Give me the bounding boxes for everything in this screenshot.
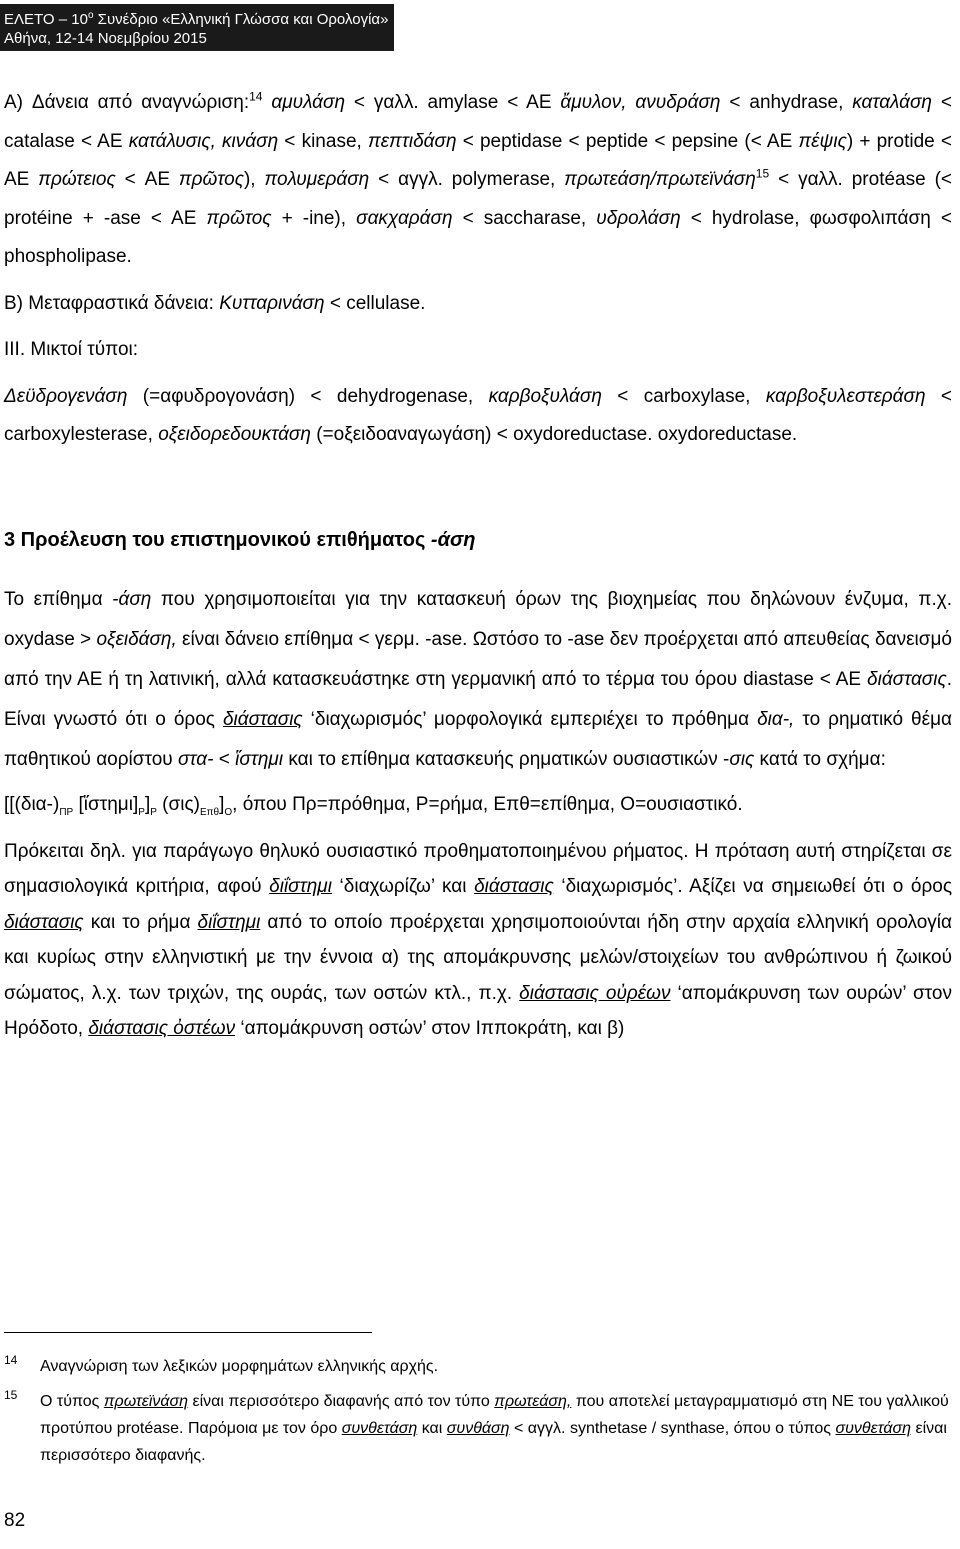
section-mixed-types: III. Μικτοί τύποι: <box>4 339 139 360</box>
main-text <box>4 84 952 1047</box>
paragraph-suffix-origin: Το επίθημα -άση που χρησιμοποιείται για την κατασκευή όρων της βιοχημείας που δηλώνουν ένζυμα, π.χ. oxydase > οξειδάση, είναι δάνειο επίθημα < γερμ. -ase. Ωστόσο το -ase δεν προέρχεται από απευθείας δανεισμό από την ΑΕ ή τη λατινική, αλλά κατασκευάστηκε στη γερμανική από το τέρμα του όρου diastase < AE διάστασις. Είναι γνωστό ότι ο όρος διάστασις ‘διαχωρισμός’ μορφολογικά εμπεριέχει το πρόθημα δια-, το ρηματικό θέμα παθητικού αορίστου στα- < ἵστημι και το επίθημα κατασκευής ρηματικών ουσιαστικών -σις κατά το σχήμα: <box>4 588 953 770</box>
page-number: 82 <box>4 1510 26 1531</box>
paragraph-derivation: Πρόκειται δηλ. για παράγωγο θηλυκό ουσιαστικό προθηματοποιημένου ρήματος. Η πρόταση αυτή στηρίζεται σε σημασιολογικά κριτήρια, αφού διΐστημι ‘διαχωρίζω’ και διάστασις ‘διαχωρισμός’. Αξίζει να σημειωθεί ότι ο όρος διάστασις και το ρήμα διΐστημι από το οποίο προέρχεται χρησιμοποιούνται ήδη στην αρχαία ελληνική ορολογία και κυρίως στην ελληνιστική με την έννοια α) της απομάκρυνσης μελών/στοιχείων του ανθρώπινου ή ζωικού σώματος, λ.χ. των τριχών, της ουράς, των οστών κτλ., π.χ. διάστασις οὐρέων ‘απομάκρυνση των ουρών’ στον Ηρόδοτο, διάστασις ὀστέων ‘απομάκρυνση οστών’ στον Ιπποκράτη, και β) <box>4 840 953 1039</box>
footnote-separator <box>4 1332 372 1333</box>
page-header <box>0 4 394 51</box>
footnote-number-14: 14 <box>4 1353 18 1367</box>
footnote-15 <box>4 1388 952 1469</box>
header-date: Αθήνα, 12-14 Νοεμβρίου 2015 <box>4 30 207 47</box>
header-conference: ΕΛΕΤΟ – $10^o$ Συνέδριο «Ελληνική Γλώσσα και Ορολογία» <box>4 10 389 28</box>
footnote-ref-15[interactable]: 15 <box>755 166 770 181</box>
paragraph-loan-translations: B) Μεταφραστικά δάνεια: Κυτταρινάση < cellulase. <box>4 292 426 314</box>
paragraph-loans-recognition: A) Δάνεια από αναγνώριση:$^{14}$ αμυλάση < γαλλ. amylase < AE ἄμυλον, ανυδράση < anhydrase, καταλάση < catalase < AE κατάλυσις, κινάση < kinase, πεπτιδάση < peptidase < peptide < pepsine (< AE πέψις) + protide < AE πρώτειος < AE πρῶτος), πολυμεράση < αγγλ. polymerase, πρωτεάση/πρωτεϊνάση$^{15}$ < γαλλ. protéase (< protéine + -ase < AE πρῶτος + -ine), σακχαράση < saccharase, υδρολάση < hydrolase, φωσφολιπάση < phospholipase. <box>4 89 953 267</box>
footnote-text-15: Ο τύπος πρωτεϊνάση είναι περισσότερο διαφανής από τον τύπο πρωτεάση, που αποτελεί μεταγραμματισμό στη ΝΕ του γαλλικού προτύπου protéase. Παρόμοια με τον όρο συνθετάση και συνθάση < αγγλ. synthetase / synthase, όπου ο τύπος συνθετάση είναι περισσότερο διαφανής. <box>40 1393 949 1464</box>
footnote-text-14: Αναγνώριση των λεξικών μορφημάτων ελληνικής αρχής. <box>40 1358 439 1375</box>
section-heading: 3 Προέλευση του επιστημονικού επιθήματος -άση <box>4 528 476 551</box>
footnote-ref-14[interactable]: 14 <box>249 89 263 104</box>
footnote-number-15: 15 <box>4 1388 18 1402</box>
morphological-formula: [[$(\delta\iota\alpha-)_{\Pi P}$ $[ἵ\sigma\tau\eta\mu\iota]_P]_P$ $(\sigma\iota\varsigma)_{E\pi\theta}]_O$, όπου Πρ=πρόθημα, Ρ=ρήμα, Επθ=επίθημα, Ο=ουσιαστικό. <box>4 793 743 818</box>
footnote-14 <box>4 1353 952 1380</box>
paragraph-mixed-types: Δεϋδρογενάση (=αφυδρογονάση) < dehydrogenase, καρβοξυλάση < carboxylase, καρβοξυλεστεράση < carboxylesterase, οξειδορεδουκτάση (=οξειδοαναγωγάση) < oxydoreductase. oxydoreductase. <box>4 385 953 445</box>
